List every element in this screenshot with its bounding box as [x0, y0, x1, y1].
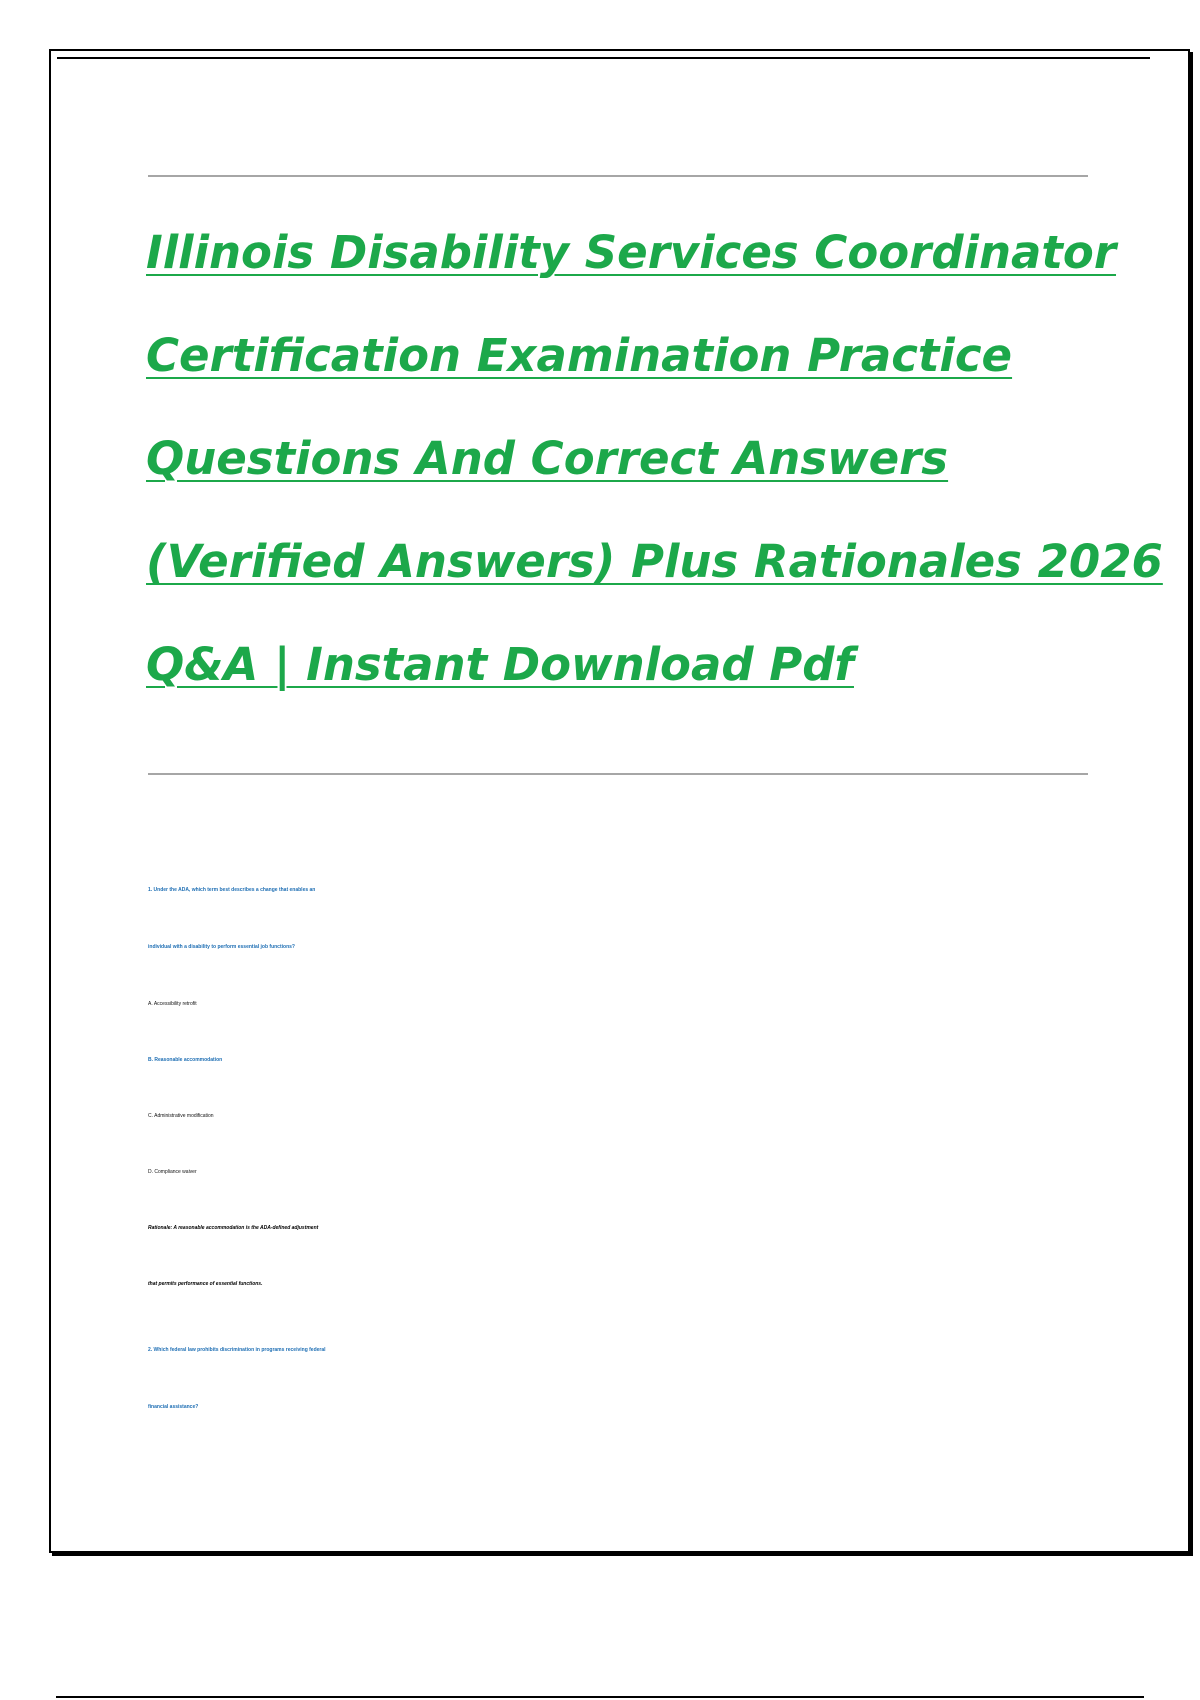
answer-option-b-correct: B. Reasonable accommodation [148, 1057, 223, 1063]
title-bottom-rule [148, 773, 1088, 775]
question-text-line: individual with a disability to perform essential job functions? [148, 944, 295, 950]
title-line-2: Certification Examination Practice [146, 329, 1013, 382]
question-list [148, 862, 1148, 1436]
title-top-rule [148, 175, 1088, 177]
document-page [49, 49, 1190, 1553]
answer-option-c: C. Administrative modification [148, 1113, 214, 1119]
answer-option-d: D. Compliance waiver [148, 1169, 197, 1175]
next-page-top-border [56, 1696, 1144, 1698]
rationale-line: that permits performance of essential functions. [148, 1281, 263, 1287]
question-text-line: 2. Which federal law prohibits discrimination in programs receiving federal [148, 1347, 326, 1353]
question-2 [148, 1322, 1148, 1436]
title-line-1: Illinois Disability Services Coordinator [146, 226, 1117, 279]
title-line-5: Q&A | Instant Download Pdf [146, 638, 854, 691]
question-text-line: financial assistance? [148, 1404, 199, 1410]
title-line-4: (Verified Answers) Plus Rationales 2026 [146, 535, 1163, 588]
title-line-3: Questions And Correct Answers [146, 432, 949, 485]
top-border-line [57, 57, 1150, 59]
question-1 [148, 862, 1148, 1312]
document-title [146, 201, 1163, 716]
question-text-line: 1. Under the ADA, which term best describes a change that enables an [148, 887, 316, 893]
answer-option-a: A. Accessibility retrofit [148, 1001, 197, 1007]
rationale-line: Rationale: A reasonable accommodation is the ADA-defined adjustment [148, 1225, 319, 1231]
